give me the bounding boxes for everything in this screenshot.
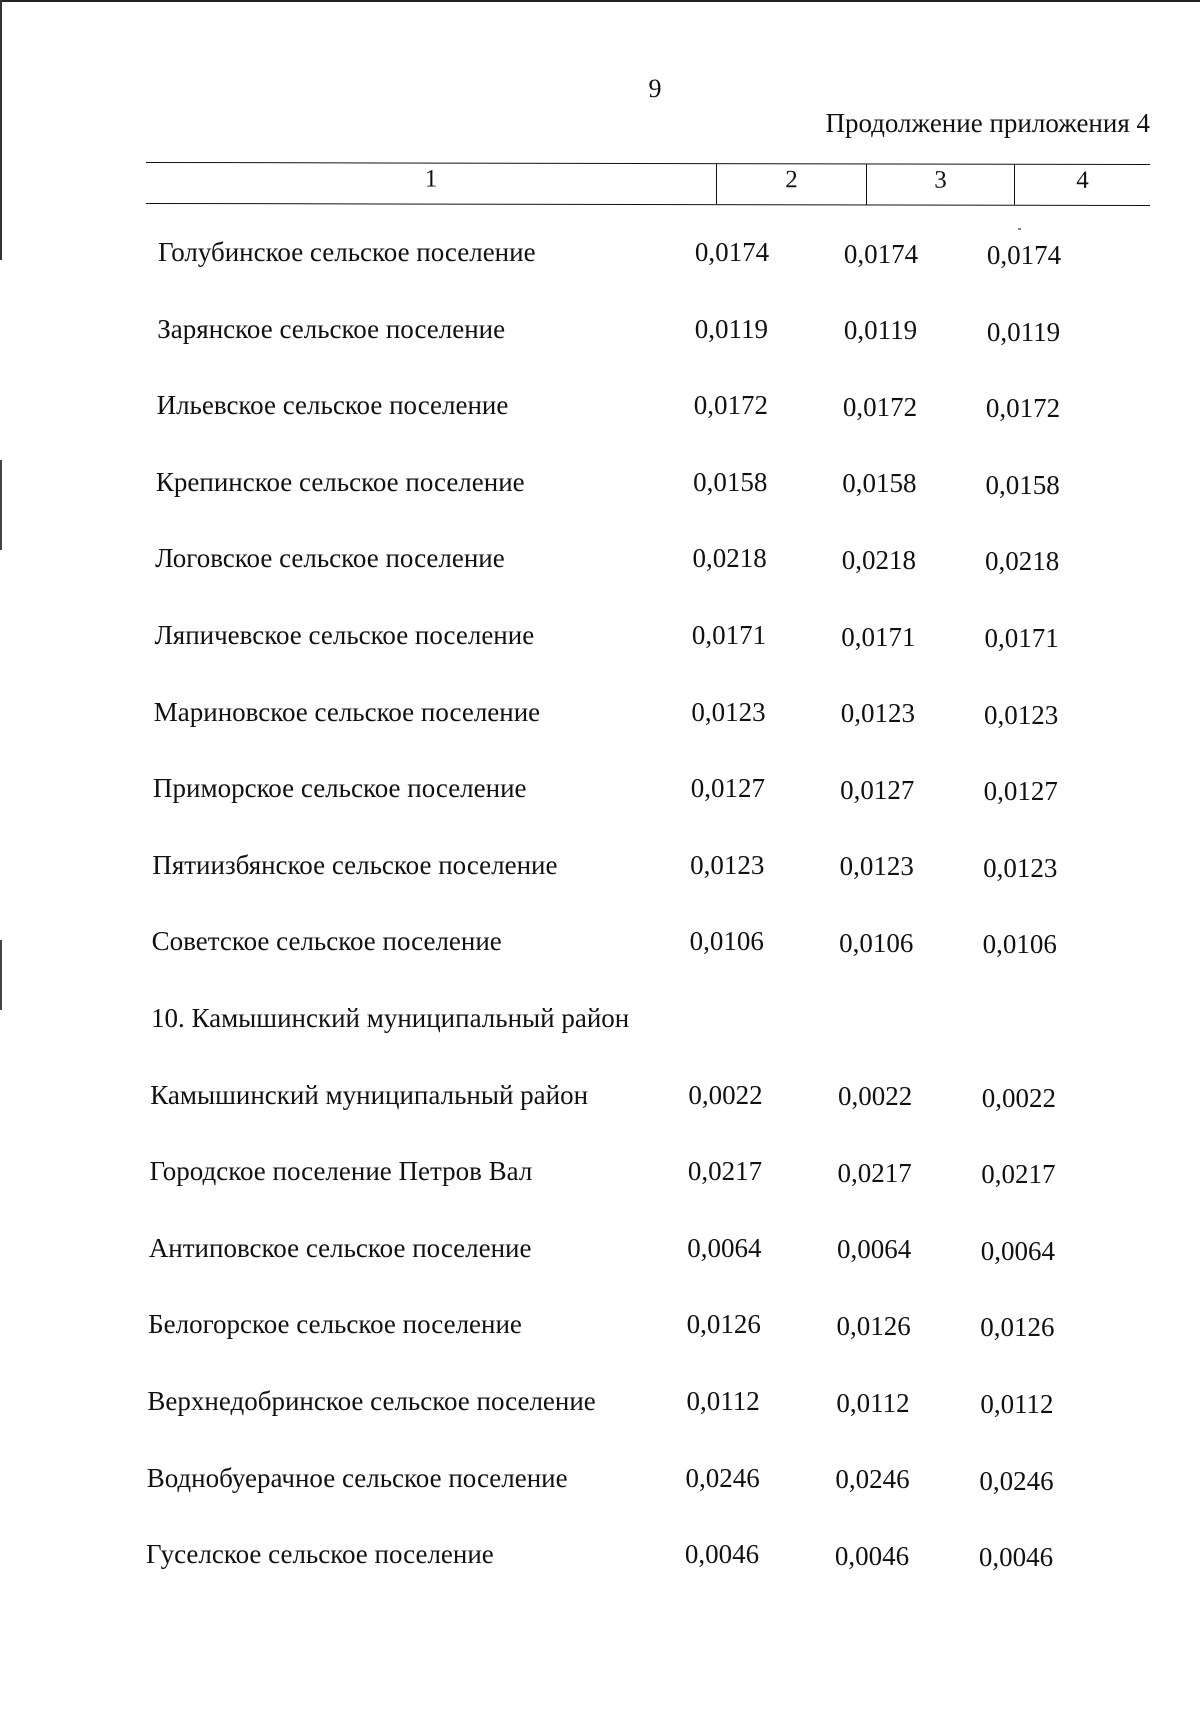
row-name: Камышинский муниципальный район [150, 1079, 589, 1110]
row-value-col3: 0,0174 [843, 238, 919, 269]
table-row [0, 1151, 1200, 1191]
page-number: 9 [648, 74, 662, 103]
row-value-col3: 0,0123 [840, 698, 915, 729]
row-value-col4: 0,0123 [984, 699, 1059, 730]
table-row [0, 768, 1200, 808]
row-value-col2: 0,0112 [686, 1386, 760, 1416]
row-name: Гуселское сельское поселение [146, 1539, 494, 1570]
row-value-col4: 0,0218 [984, 546, 1060, 577]
table-row [0, 1304, 1200, 1344]
row-value-col4: 0,0112 [980, 1389, 1054, 1419]
row-value-col2: 0,0126 [686, 1309, 761, 1340]
table-row [0, 309, 1200, 349]
table-row [0, 1534, 1200, 1574]
row-value-col3: 0,0171 [841, 621, 916, 652]
row-name: Городское поселение Петров Вал [149, 1156, 533, 1187]
row-value-col4: 0,0174 [986, 240, 1062, 270]
row-name: Ляпичевское сельское поселение [154, 620, 535, 650]
scan-border-left [0, 0, 2, 260]
header-cell-2: 2 [716, 164, 866, 204]
row-value-col3: 0,0158 [842, 468, 917, 499]
row-value-col4: 0,0119 [986, 316, 1061, 347]
row-value-col4: 0,0246 [979, 1465, 1054, 1496]
row-value-col4: 0,0106 [982, 929, 1057, 960]
row-value-col3: 0,0127 [840, 774, 915, 805]
table-row [0, 615, 1200, 655]
row-value-col2: 0,0123 [690, 849, 765, 880]
row-name: Зарянское сельское поселение [157, 313, 506, 344]
table-row [0, 692, 1200, 732]
row-value-col3: 0,0172 [842, 391, 918, 422]
row-name: Белогорское сельское поселение [148, 1309, 522, 1340]
row-name: Воднобуерачное сельское поселение [146, 1462, 568, 1493]
row-value-col4: 0,0046 [978, 1542, 1054, 1573]
row-value-col2: 0,0218 [692, 543, 767, 574]
table-row [0, 998, 1200, 1038]
header-cell-1: 1 [424, 165, 438, 193]
row-value-col2: 0,0127 [690, 773, 765, 804]
row-name: Пятиизбянское сельское поселение [152, 849, 558, 880]
row-value-col2: 0,0046 [684, 1539, 760, 1570]
row-value-col2: 0,0119 [694, 313, 769, 344]
row-value-col3: 0,0218 [841, 544, 916, 575]
table-row [0, 921, 1200, 961]
row-value-col2: 0,0171 [691, 620, 767, 650]
row-value-col3: 0,0126 [836, 1310, 911, 1341]
row-name: Антиповское сельское поселение [148, 1232, 532, 1263]
row-value-col3: 0,0046 [834, 1540, 910, 1571]
header-cell-3: 3 [866, 164, 1014, 204]
table-row [0, 385, 1200, 425]
table-row [0, 538, 1200, 578]
table-row [0, 1228, 1200, 1268]
row-name: Логовское сельское поселение [155, 543, 505, 574]
row-value-col3: 0,0064 [836, 1234, 912, 1265]
row-value-col4: 0,0123 [983, 852, 1058, 883]
row-name: Советское сельское поселение [151, 926, 502, 957]
row-value-col3: 0,0112 [836, 1387, 910, 1418]
row-value-col2: 0,0174 [694, 237, 770, 267]
table-row [0, 462, 1200, 502]
row-value-col4: 0,0126 [980, 1312, 1055, 1343]
row-value-col4: 0,0171 [984, 623, 1059, 653]
row-value-col2: 0,0106 [689, 926, 764, 957]
row-value-col4: 0,0158 [985, 469, 1060, 500]
table-row [0, 1381, 1200, 1421]
table-row [0, 1075, 1200, 1115]
section-heading: 10. Камышинский муниципальный район [150, 1003, 630, 1033]
scan-speck [1018, 228, 1021, 230]
row-value-col3: 0,0123 [839, 851, 914, 882]
row-value-col4: 0,0217 [981, 1159, 1056, 1190]
row-value-col4: 0,0022 [981, 1082, 1056, 1113]
row-value-col4: 0,0064 [980, 1235, 1055, 1266]
table-row [0, 1458, 1200, 1498]
row-name: Крепинское сельское поселение [155, 466, 525, 497]
row-value-col3: 0,0217 [837, 1157, 912, 1188]
row-value-col3: 0,0022 [838, 1081, 913, 1112]
table-header [146, 162, 1150, 206]
row-value-col3: 0,0119 [843, 315, 918, 346]
row-name: Мариновское сельское поселение [153, 696, 541, 727]
row-name: Приморское сельское поселение [153, 773, 527, 804]
row-value-col3: 0,0246 [835, 1464, 910, 1495]
row-value-col2: 0,0217 [687, 1156, 763, 1187]
scan-border-top [0, 0, 1200, 2]
table-row [0, 232, 1200, 272]
row-value-col2: 0,0246 [685, 1462, 760, 1493]
continuation-label: Продолжение приложения 4 [825, 108, 1150, 138]
header-cell-4: 4 [1014, 165, 1150, 205]
row-value-col4: 0,0127 [983, 776, 1058, 807]
row-value-col2: 0,0158 [693, 466, 768, 497]
row-value-col2: 0,0123 [691, 696, 766, 727]
row-value-col4: 0,0172 [985, 393, 1061, 424]
row-name: Верхнедобринское сельское поселение [147, 1386, 596, 1416]
row-value-col2: 0,0172 [693, 390, 768, 421]
row-value-col3: 0,0106 [839, 927, 914, 958]
table-row [0, 845, 1200, 885]
row-value-col2: 0,0064 [687, 1232, 762, 1263]
row-name: Ильевское сельское поселение [156, 390, 509, 421]
row-name: Голубинское сельское поселение [158, 237, 536, 267]
row-value-col2: 0,0022 [688, 1079, 763, 1110]
